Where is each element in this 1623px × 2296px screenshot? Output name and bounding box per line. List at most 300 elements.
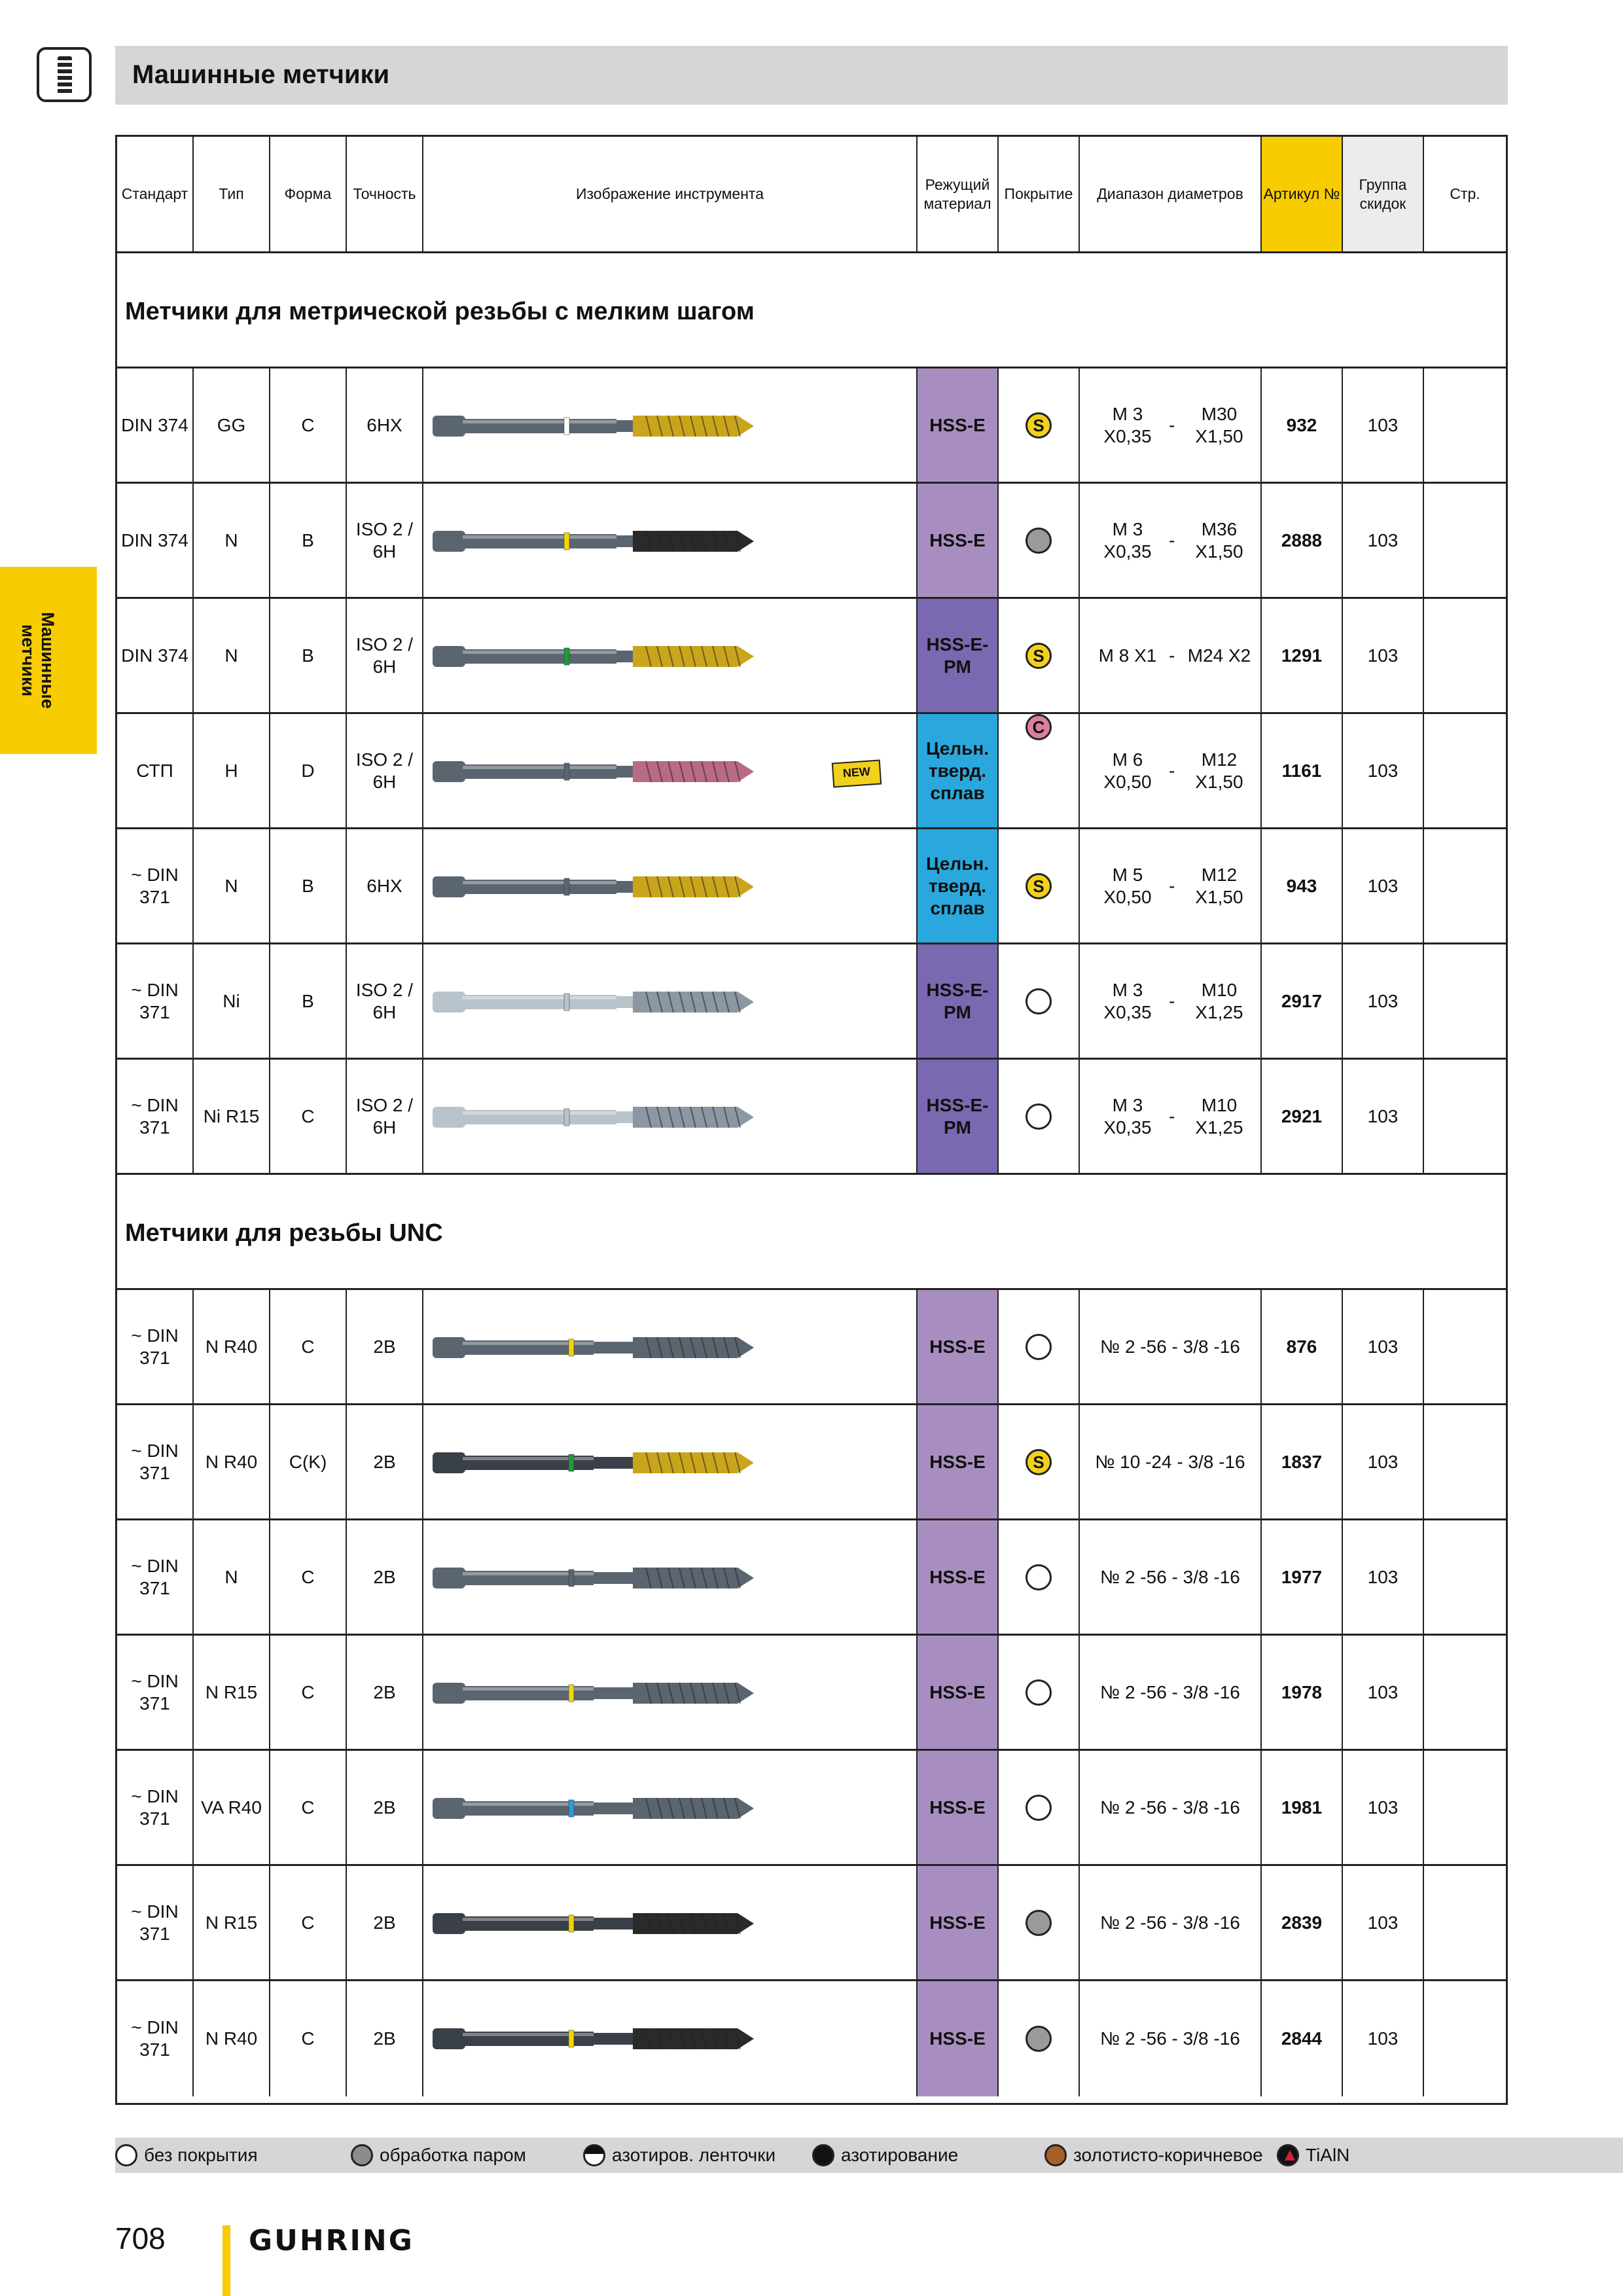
- legend-coating-icon: [812, 2144, 834, 2166]
- cell-article[interactable]: 2917: [1262, 944, 1343, 1058]
- cell-type: N R15: [194, 1866, 270, 1979]
- cell-article[interactable]: 2839: [1262, 1866, 1343, 1979]
- cell-standard: ~ DIN 371: [117, 944, 194, 1058]
- col-standard: Стандарт: [117, 137, 194, 251]
- cell-form: C: [270, 368, 347, 482]
- tool-shank-highlight: [463, 1111, 616, 1115]
- brand-logo: GUHRING: [249, 2224, 414, 2257]
- tool-color-ring: [564, 1109, 569, 1126]
- footer-accent: [223, 2225, 230, 2296]
- diameter-range: [1080, 1636, 1260, 1749]
- cell-page: [1424, 1290, 1506, 1403]
- cell-type: Ni: [194, 944, 270, 1058]
- cell-discount: 103: [1343, 599, 1424, 712]
- cell-type: N: [194, 829, 270, 942]
- cell-type: N R40: [194, 1981, 270, 2096]
- tool-image: [430, 2013, 760, 2065]
- tool-shank-highlight: [463, 651, 616, 654]
- tool-square-end: [433, 992, 465, 1013]
- coating-icon: [1026, 1103, 1052, 1130]
- cell-range: [1080, 1520, 1262, 1634]
- cell-form: D: [270, 714, 347, 827]
- cell-page: [1424, 599, 1506, 712]
- cell-form: C: [270, 1751, 347, 1864]
- cell-material: HSS-E: [918, 1405, 999, 1518]
- tool-neck: [594, 2033, 633, 2045]
- diameter-range: [1080, 944, 1260, 1058]
- diameter-range: [1080, 599, 1260, 712]
- cell-accuracy: 2B: [347, 1751, 423, 1864]
- cell-page: [1424, 1636, 1506, 1749]
- table-row: [117, 368, 1506, 484]
- diameter-range: [1080, 829, 1260, 942]
- cell-range: [1080, 599, 1262, 712]
- col-coating: Покрытие: [999, 137, 1080, 251]
- legend-coating-icon: [1277, 2144, 1299, 2166]
- tool-neck: [594, 1342, 633, 1354]
- tool-color-ring: [569, 1454, 574, 1471]
- tool-color-ring: [564, 878, 569, 895]
- cell-standard: ~ DIN 371: [117, 1636, 194, 1749]
- cell-image: [423, 1981, 918, 2096]
- cell-standard: DIN 374: [117, 368, 194, 482]
- cell-accuracy: 2B: [347, 1866, 423, 1979]
- cell-range: [1080, 1290, 1262, 1403]
- diameter-range: [1080, 1751, 1260, 1864]
- tool-shank-highlight: [463, 766, 616, 769]
- coating-icon: [1026, 1910, 1052, 1936]
- cell-discount: 103: [1343, 1981, 1424, 2096]
- legend-item: [351, 2138, 526, 2173]
- diameter-range: [1080, 1520, 1260, 1634]
- tool-neck: [594, 1457, 633, 1469]
- cell-material: HSS-E-PM: [918, 944, 999, 1058]
- col-page: Стр.: [1450, 185, 1480, 202]
- coating-icon: [1026, 528, 1052, 554]
- tool-color-ring: [569, 2030, 574, 2047]
- cell-form: B: [270, 944, 347, 1058]
- table-row: [117, 1060, 1506, 1175]
- table-row: [117, 714, 1506, 829]
- cell-form: C: [270, 1060, 347, 1173]
- range-from: M 6 X0,50: [1103, 749, 1152, 792]
- cell-accuracy: ISO 2 / 6H: [347, 714, 423, 827]
- legend-label: золотисто-коричневое: [1073, 2145, 1263, 2165]
- range-from: M 3 X0,35: [1103, 1094, 1152, 1138]
- cell-material: HSS-E: [918, 1520, 999, 1634]
- diameter-range: [1080, 1866, 1260, 1979]
- tool-color-ring: [564, 648, 569, 665]
- range-dash: -: [1169, 645, 1175, 666]
- cell-image: [423, 1636, 918, 1749]
- range-to: M36 X1,50: [1195, 518, 1243, 562]
- tool-image: [430, 1552, 760, 1604]
- side-tab[interactable]: [0, 567, 97, 754]
- range-dash: -: [1169, 1105, 1175, 1126]
- coating-icon: S: [1026, 1449, 1052, 1475]
- tool-shank-highlight: [463, 881, 616, 884]
- cell-standard: ~ DIN 371: [117, 1290, 194, 1403]
- tool-color-ring: [564, 533, 569, 550]
- range-text: № 2 -56 - 3/8 -16: [1100, 1797, 1240, 1818]
- cell-type: GG: [194, 368, 270, 482]
- tool-image: [430, 400, 760, 452]
- cell-coating: [999, 944, 1080, 1058]
- col-image: Изображение инструмента: [423, 137, 918, 251]
- cell-image: [423, 944, 918, 1058]
- cell-coating: [999, 599, 1080, 712]
- tool-color-ring: [569, 1915, 574, 1932]
- tool-square-end: [433, 531, 465, 552]
- col-range: Диапазон диаметров: [1080, 137, 1262, 251]
- cell-coating: [999, 368, 1080, 482]
- range-from: M 3 X0,35: [1103, 518, 1152, 562]
- range-from: M 5 X0,50: [1103, 864, 1152, 907]
- cell-type: VA R40: [194, 1751, 270, 1864]
- range-text: № 2 -56 - 3/8 -16: [1100, 1912, 1240, 1933]
- cell-article[interactable]: 2888: [1262, 484, 1343, 597]
- tool-shank-highlight: [463, 996, 616, 999]
- cell-coating: [999, 1981, 1080, 2096]
- diameter-range: [1080, 714, 1260, 827]
- cell-article[interactable]: 2921: [1262, 1060, 1343, 1173]
- coating-icon: S: [1026, 643, 1052, 669]
- cell-form: B: [270, 484, 347, 597]
- col-form: Форма: [270, 137, 347, 251]
- coating-icon: [1026, 1795, 1052, 1821]
- cell-accuracy: ISO 2 / 6H: [347, 1060, 423, 1173]
- tool-square-end: [433, 1337, 465, 1358]
- cell-discount: 103: [1343, 1520, 1424, 1634]
- cell-page: [1424, 1981, 1506, 2096]
- table-row: [117, 1981, 1506, 2096]
- cell-material: HSS-E: [918, 1290, 999, 1403]
- cell-range: [1080, 1981, 1262, 2096]
- cell-form: C: [270, 1636, 347, 1749]
- cell-discount: 103: [1343, 944, 1424, 1058]
- coating-icon: S: [1026, 412, 1052, 439]
- cell-coating: [999, 829, 1080, 942]
- cell-coating: [999, 1290, 1080, 1403]
- table-row: [117, 599, 1506, 714]
- cell-image: [423, 829, 918, 942]
- tool-square-end: [433, 876, 465, 897]
- tool-image: [430, 1897, 760, 1950]
- cell-discount: 103: [1343, 1866, 1424, 1979]
- cell-material: HSS-E: [918, 1751, 999, 1864]
- coating-icon: [1026, 1679, 1052, 1706]
- cell-article[interactable]: 1981: [1262, 1751, 1343, 1864]
- tool-shank-highlight: [463, 535, 616, 539]
- section-title: Метчики для метрической резьбы с мелким шагом: [125, 298, 755, 325]
- legend-coating-icon: [583, 2144, 605, 2166]
- tool-square-end: [433, 1913, 465, 1934]
- cell-standard: ~ DIN 371: [117, 1981, 194, 2096]
- side-tab-line1: Машинные: [38, 612, 58, 709]
- cell-accuracy: 2B: [347, 1520, 423, 1634]
- col-accuracy: Точность: [347, 137, 423, 251]
- tool-color-ring: [569, 1800, 574, 1817]
- cell-image: [423, 1290, 918, 1403]
- cell-image: [423, 1060, 918, 1173]
- cell-accuracy: ISO 2 / 6H: [347, 484, 423, 597]
- cell-range: [1080, 368, 1262, 482]
- table-row: [117, 1751, 1506, 1866]
- diameter-range: [1080, 484, 1260, 597]
- cell-page: [1424, 714, 1506, 827]
- table-row: [117, 829, 1506, 944]
- cell-discount: 103: [1343, 368, 1424, 482]
- cell-article[interactable]: 2844: [1262, 1981, 1343, 2096]
- range-from: M 3 X0,35: [1103, 979, 1152, 1022]
- cell-form: C: [270, 1520, 347, 1634]
- cell-material: HSS-E: [918, 1981, 999, 2096]
- col-article: Артикул №: [1262, 137, 1343, 251]
- cell-type: N: [194, 599, 270, 712]
- range-from: M 3 X0,35: [1103, 403, 1152, 446]
- diameter-range: [1080, 1981, 1260, 2096]
- legend-item: [583, 2138, 776, 2173]
- legend-mark-icon: [1285, 2150, 1295, 2161]
- coating-icon: C: [1026, 714, 1052, 740]
- cell-article[interactable]: 876: [1262, 1290, 1343, 1403]
- tool-image: [430, 745, 760, 798]
- cell-article[interactable]: 1291: [1262, 599, 1343, 712]
- range-text: № 2 -56 - 3/8 -16: [1100, 2028, 1240, 2049]
- header-bar: [115, 46, 1508, 105]
- cell-standard: ~ DIN 371: [117, 1751, 194, 1864]
- coating-icon: [1026, 1334, 1052, 1360]
- tool-image: [430, 630, 760, 683]
- table-row: [117, 1405, 1506, 1520]
- range-to: M12 X1,50: [1195, 864, 1243, 907]
- cell-standard: ~ DIN 371: [117, 1060, 194, 1173]
- tool-neck: [594, 1803, 633, 1814]
- cell-range: [1080, 1751, 1262, 1864]
- legend-label: азотирование: [841, 2145, 959, 2165]
- cell-type: N: [194, 484, 270, 597]
- range-to: M24 X2: [1187, 645, 1251, 666]
- tool-color-ring: [569, 1570, 574, 1587]
- coating-icon: S: [1026, 873, 1052, 899]
- cell-accuracy: 6HX: [347, 368, 423, 482]
- tool-square-end: [433, 1452, 465, 1473]
- tool-color-ring: [569, 1685, 574, 1702]
- cell-image: [423, 1405, 918, 1518]
- tool-color-ring: [569, 1339, 574, 1356]
- cell-article[interactable]: 1978: [1262, 1636, 1343, 1749]
- cell-standard: СТП: [117, 714, 194, 827]
- cell-type: Ni R15: [194, 1060, 270, 1173]
- cell-type: N R40: [194, 1405, 270, 1518]
- table-row: [117, 1290, 1506, 1405]
- legend-item: [1277, 2138, 1349, 2173]
- diameter-range: [1080, 368, 1260, 482]
- col-discount: Группа скидок: [1343, 137, 1424, 251]
- cell-article[interactable]: 1837: [1262, 1405, 1343, 1518]
- range-text: № 2 -56 - 3/8 -16: [1100, 1336, 1240, 1357]
- tool-square-end: [433, 761, 465, 782]
- cell-standard: ~ DIN 371: [117, 1405, 194, 1518]
- cell-coating: [999, 1751, 1080, 1864]
- cell-discount: 103: [1343, 1405, 1424, 1518]
- cell-accuracy: 2B: [347, 1981, 423, 2096]
- cell-image: [423, 368, 918, 482]
- cell-coating: [999, 714, 1080, 827]
- cell-material: Цельн. тверд. сплав: [918, 829, 999, 942]
- cell-range: [1080, 944, 1262, 1058]
- cell-standard: ~ DIN 371: [117, 829, 194, 942]
- new-badge: NEW: [832, 759, 882, 787]
- tool-square-end: [433, 1107, 465, 1128]
- tool-image: [430, 861, 760, 913]
- range-text: № 2 -56 - 3/8 -16: [1100, 1566, 1240, 1587]
- table-header: [117, 137, 1506, 253]
- cell-form: C: [270, 1290, 347, 1403]
- cell-coating: [999, 1636, 1080, 1749]
- cell-article[interactable]: 932: [1262, 368, 1343, 482]
- cell-image: [423, 1751, 918, 1864]
- cell-range: [1080, 1636, 1262, 1749]
- diameter-range: [1080, 1290, 1260, 1403]
- legend-label: без покрытия: [144, 2145, 258, 2165]
- cell-material: HSS-E: [918, 368, 999, 482]
- tool-image: [430, 1782, 760, 1835]
- cell-discount: 103: [1343, 484, 1424, 597]
- cell-accuracy: 2B: [347, 1290, 423, 1403]
- cell-accuracy: 2B: [347, 1405, 423, 1518]
- cell-article[interactable]: 943: [1262, 829, 1343, 942]
- page-title: Машинные метчики: [132, 60, 390, 89]
- cell-image: [423, 1520, 918, 1634]
- section-header: [117, 253, 1506, 368]
- cell-accuracy: ISO 2 / 6H: [347, 944, 423, 1058]
- tool-image: [430, 1437, 760, 1489]
- cell-standard: ~ DIN 371: [117, 1866, 194, 1979]
- cell-page: [1424, 1520, 1506, 1634]
- coating-legend: [115, 2138, 1623, 2173]
- cell-page: [1424, 484, 1506, 597]
- range-to: M10 X1,25: [1195, 979, 1243, 1022]
- cell-standard: DIN 374: [117, 484, 194, 597]
- range-to: M10 X1,25: [1195, 1094, 1243, 1138]
- tool-square-end: [433, 2028, 465, 2049]
- tool-square-end: [433, 1683, 465, 1704]
- cell-image: [423, 714, 918, 827]
- table-row: [117, 944, 1506, 1060]
- cell-material: HSS-E-PM: [918, 1060, 999, 1173]
- tool-square-end: [433, 646, 465, 667]
- tap-logo-icon: [37, 47, 92, 102]
- cell-coating: [999, 1405, 1080, 1518]
- tool-image: [430, 1667, 760, 1719]
- coating-icon: [1026, 1564, 1052, 1590]
- cell-page: [1424, 829, 1506, 942]
- cell-article[interactable]: 1977: [1262, 1520, 1343, 1634]
- cell-form: C: [270, 1866, 347, 1979]
- range-dash: -: [1169, 990, 1175, 1011]
- tool-square-end: [433, 1568, 465, 1588]
- cell-standard: ~ DIN 371: [117, 1520, 194, 1634]
- cell-page: [1424, 1060, 1506, 1173]
- cell-form: C: [270, 1981, 347, 2096]
- cell-range: [1080, 1866, 1262, 1979]
- tool-image: [430, 1091, 760, 1143]
- tool-image: [430, 976, 760, 1028]
- cell-accuracy: 2B: [347, 1636, 423, 1749]
- cell-range: [1080, 484, 1262, 597]
- legend-band-icon: [585, 2146, 603, 2154]
- legend-coating-icon: [1044, 2144, 1067, 2166]
- range-text: № 2 -56 - 3/8 -16: [1100, 1681, 1240, 1702]
- cell-discount: 103: [1343, 1636, 1424, 1749]
- legend-label: TiAlN: [1306, 2145, 1350, 2165]
- cell-image: [423, 484, 918, 597]
- range-from: M 8 X1: [1098, 645, 1157, 666]
- cell-material: HSS-E-PM: [918, 599, 999, 712]
- side-tab-label: [18, 575, 58, 745]
- page-number: 708: [115, 2221, 166, 2255]
- legend-label: азотиров. ленточки: [612, 2145, 776, 2165]
- cell-standard: DIN 374: [117, 599, 194, 712]
- legend-coating-icon: [351, 2144, 373, 2166]
- cell-discount: 103: [1343, 829, 1424, 942]
- cell-material: Цельн. тверд. сплав: [918, 714, 999, 827]
- section-header: [117, 1175, 1506, 1290]
- cell-page: [1424, 944, 1506, 1058]
- range-dash: -: [1169, 414, 1175, 435]
- cell-range: [1080, 714, 1262, 827]
- coating-icon: [1026, 988, 1052, 1014]
- cell-discount: 103: [1343, 1751, 1424, 1864]
- legend-label: обработка паром: [380, 2145, 526, 2165]
- cell-range: [1080, 1060, 1262, 1173]
- cell-form: B: [270, 599, 347, 712]
- cell-article[interactable]: 1161: [1262, 714, 1343, 827]
- cell-type: N R40: [194, 1290, 270, 1403]
- legend-coating-icon: [115, 2144, 137, 2166]
- cell-form: C(K): [270, 1405, 347, 1518]
- legend-item: [812, 2138, 958, 2173]
- cell-discount: 103: [1343, 1060, 1424, 1173]
- table-row: [117, 484, 1506, 599]
- product-table: [115, 135, 1508, 2105]
- cell-coating: [999, 1520, 1080, 1634]
- cell-image: [423, 1866, 918, 1979]
- cell-accuracy: 6HX: [347, 829, 423, 942]
- cell-page: [1424, 1405, 1506, 1518]
- cell-type: N: [194, 1520, 270, 1634]
- table-row: [117, 1636, 1506, 1751]
- tool-square-end: [433, 416, 465, 437]
- cell-discount: 103: [1343, 714, 1424, 827]
- cell-material: HSS-E: [918, 1866, 999, 1979]
- tool-color-ring: [564, 418, 569, 435]
- cell-range: [1080, 1405, 1262, 1518]
- cell-coating: [999, 484, 1080, 597]
- diameter-range: [1080, 1060, 1260, 1173]
- table-row: [117, 1520, 1506, 1636]
- cell-type: N R15: [194, 1636, 270, 1749]
- diameter-range: [1080, 1405, 1260, 1518]
- range-dash: -: [1169, 875, 1175, 896]
- range-text: № 10 -24 - 3/8 -16: [1095, 1451, 1245, 1472]
- cell-material: HSS-E: [918, 484, 999, 597]
- tool-neck: [594, 1687, 633, 1699]
- cell-coating: [999, 1060, 1080, 1173]
- tool-image: [430, 515, 760, 567]
- cell-image: [423, 599, 918, 712]
